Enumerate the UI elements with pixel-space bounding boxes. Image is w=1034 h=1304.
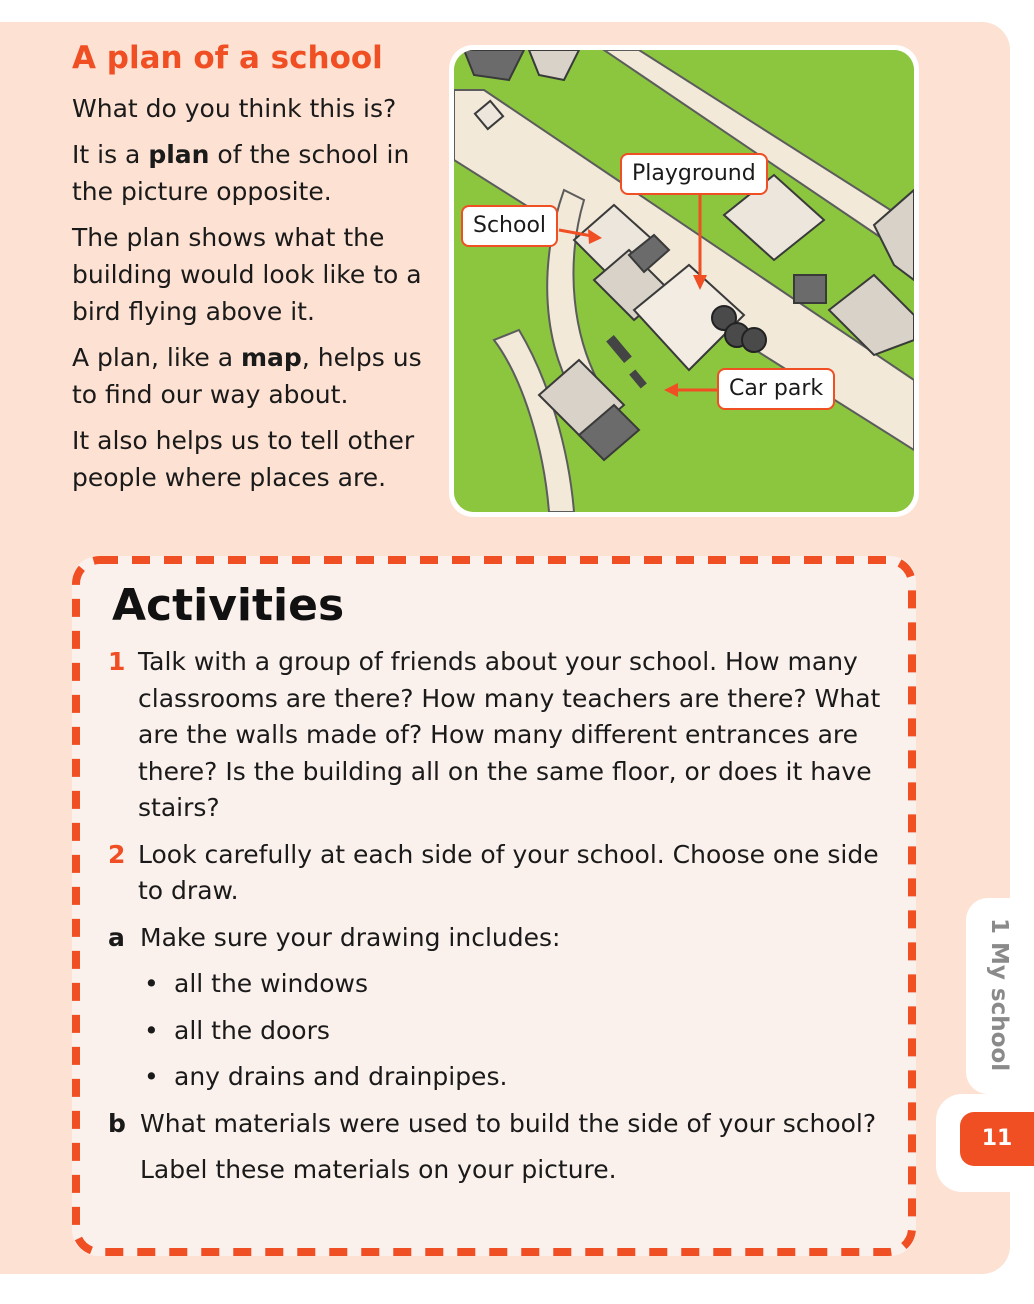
- subitem-text: What materials were used to build the side of your school?: [140, 1108, 877, 1138]
- label-car-park: Car park: [717, 368, 835, 410]
- keyword-map: map: [241, 343, 302, 372]
- bullet-dot: •: [144, 1062, 159, 1091]
- school-plan-map: [449, 45, 919, 517]
- chapter-title: 1 My school: [986, 918, 1012, 1072]
- bullet-text: all the doors: [174, 1015, 330, 1045]
- bullet-dot: •: [144, 969, 159, 998]
- page-number-tab: [936, 1094, 1034, 1192]
- subitem-letter: b: [108, 1108, 126, 1138]
- subitem-text: Make sure your drawing includes:: [140, 922, 561, 952]
- text-segment: , helps us to find our way about.: [72, 343, 422, 409]
- intro-text: [72, 90, 442, 505]
- activity-number: 2: [108, 839, 126, 869]
- bullet-dot: •: [144, 1015, 159, 1045]
- intro-paragraph: What do you think this is?: [72, 94, 397, 123]
- text-segment: of the school in the picture opposite.: [72, 140, 410, 206]
- keyword-plan: plan: [148, 140, 210, 169]
- activity-number: 1: [108, 647, 126, 676]
- subitem-followup: Label these materials on your picture.: [140, 1155, 617, 1184]
- subitem-letter: a: [108, 922, 125, 952]
- activity-item-1: [108, 644, 888, 827]
- intro-paragraph: [72, 136, 442, 210]
- activities-box: [72, 556, 916, 1256]
- garage: [794, 275, 826, 303]
- activities-title: Activities: [112, 580, 345, 631]
- tree: [742, 328, 766, 352]
- text-segment: It is a: [72, 140, 149, 169]
- section-title: A plan of a school: [72, 40, 383, 76]
- activity-text: Look carefully at each side of your school. Choose one side to draw.: [138, 839, 879, 905]
- page-number: 11: [960, 1112, 1034, 1166]
- activity-subitem-b: [108, 1106, 888, 1143]
- map-illustration: [454, 50, 914, 512]
- intro-paragraph: It also helps us to tell other people where places are.: [72, 426, 415, 492]
- bullet-text: any drains and drainpipes.: [174, 1062, 508, 1091]
- intro-paragraph: The plan shows what the building would look like to a bird flying above it.: [72, 223, 422, 326]
- label-school: School: [461, 205, 558, 247]
- intro-paragraph: [72, 339, 442, 413]
- bullet-text: all the windows: [174, 969, 369, 998]
- bullet-item: [108, 1059, 888, 1096]
- text-segment: A plan, like a: [72, 343, 241, 372]
- activity-subitem-a: [108, 920, 888, 957]
- bullet-item: [108, 966, 888, 1003]
- activity-text: Talk with a group of friends about your school. How many classrooms are there? How many teachers are there? What are the walls made of? How many different entrances are there? Is the building all on the same floor, or does it have stairs?: [138, 647, 881, 822]
- activity-item-2: [108, 837, 888, 910]
- plan-drawing: [454, 50, 914, 512]
- label-playground: Playground: [620, 153, 768, 195]
- activities-list: [108, 644, 888, 1189]
- bullet-item: [108, 1013, 888, 1050]
- chapter-tab: [966, 898, 1034, 1094]
